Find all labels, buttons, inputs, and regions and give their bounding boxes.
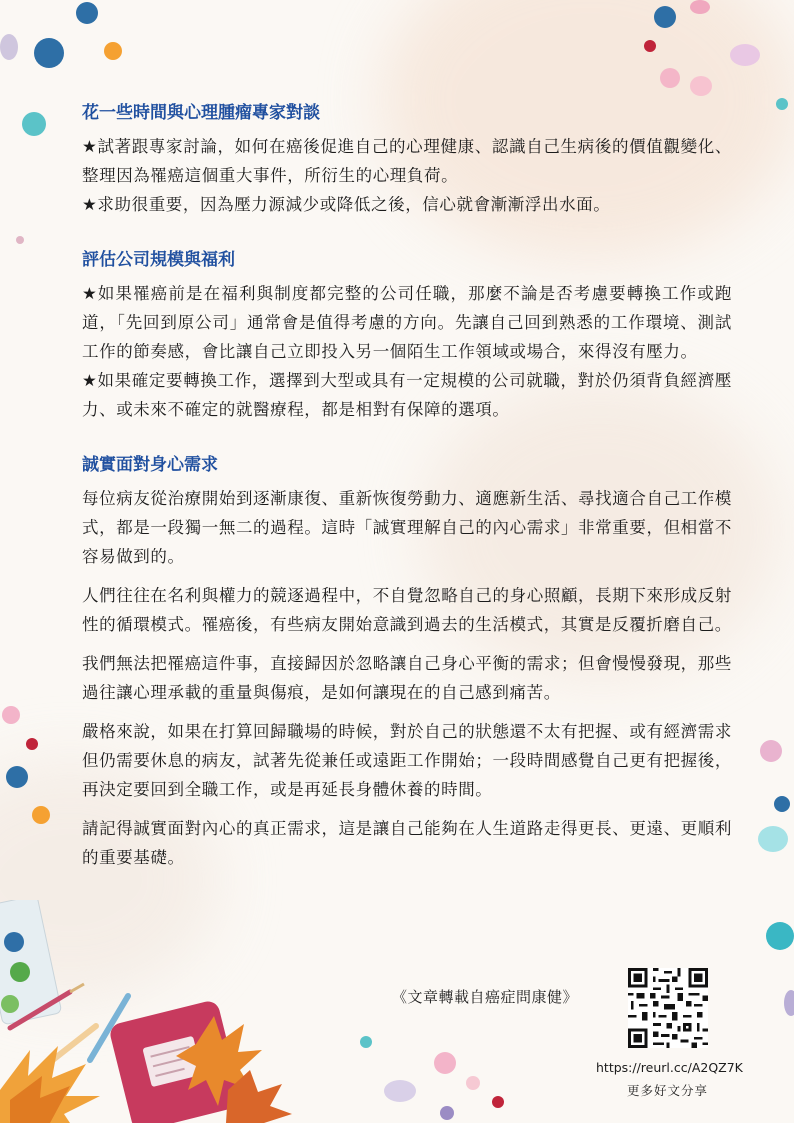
article-body	[82, 100, 732, 900]
paragraph: ★試著跟專家討論，如何在癌後促進自己的心理健康、認識自己生病後的價值觀變化、整理因為罹癌這個重大事件，所衍生的心理負荷。	[82, 137, 732, 185]
art-supplies-illustration	[0, 900, 300, 1123]
decor-dot	[760, 740, 782, 762]
decor-dot	[660, 68, 680, 88]
decor-dot	[690, 76, 712, 96]
decor-dot	[758, 826, 788, 852]
decor-dot	[784, 990, 794, 1016]
decor-dot	[644, 40, 656, 52]
decor-dot	[0, 34, 18, 60]
paragraph: 人們往往在名利與權力的競逐過程中，不自覺忽略自己的身心照顧，長期下來形成反射性的循環模式。罹癌後，有些病友開始意識到過去的生活模式，其實是反覆折磨自己。	[82, 586, 732, 634]
qr-code[interactable]	[628, 968, 708, 1048]
section-heading: 評估公司規模與福利	[82, 250, 235, 270]
paragraph: 每位病友從治療開始到逐漸康復、重新恢復勞動力、適應新生活、尋找適合自己工作模式，都是一段獨一無二的過程。這時「誠實理解自己的內心需求」非常重要，但相當不容易做到的。	[82, 489, 732, 566]
decor-dot	[654, 6, 676, 28]
decor-dot	[434, 1052, 456, 1074]
decor-dot	[690, 0, 710, 14]
decor-dot	[2, 706, 20, 724]
decor-dot	[384, 1080, 416, 1102]
short-url-link[interactable]: https://reurl.cc/A2QZ7K	[596, 1060, 743, 1075]
decor-dot	[26, 738, 38, 750]
section-company-assessment	[82, 247, 732, 424]
paragraph: 請記得誠實面對內心的真正需求，這是讓自己能夠在人生道路走得更長、更遠、更順利的重要基礎。	[82, 819, 732, 867]
decor-dot	[440, 1106, 454, 1120]
decor-dot	[32, 806, 50, 824]
decor-dot	[6, 766, 28, 788]
paragraph: ★求助很重要，因為壓力源減少或降低之後，信心就會漸漸浮出水面。	[82, 195, 611, 214]
paragraph: 嚴格來說，如果在打算回歸職場的時候，對於自己的狀態還不太有把握、或有經濟需求但仍需要休息的病友，試著先從兼任或遠距工作開始；一段時間感覺自己更有把握後，再決定要回到全職工作，或是再延長身體休養的時間。	[82, 722, 732, 799]
paragraph: 我們無法把罹癌這件事，直接歸因於忽略讓自己身心平衡的需求；但會慢慢發現，那些過往讓心理承載的重量與傷痕，是如何讓現在的自己感到痛苦。	[82, 654, 732, 702]
decor-dot	[16, 236, 24, 244]
decor-dot	[104, 42, 122, 60]
decor-dot	[34, 38, 64, 68]
decor-dot	[492, 1096, 504, 1108]
decor-dot	[766, 922, 794, 950]
more-articles-label: 更多好文分享	[627, 1083, 709, 1098]
decor-dot	[76, 2, 98, 24]
decor-dot	[360, 1036, 372, 1048]
decor-dot	[774, 796, 790, 812]
section-psycho-oncology	[82, 100, 732, 219]
source-credit: 《文章轉載自癌症問康健》	[392, 988, 579, 1006]
decor-dot	[730, 44, 760, 66]
decor-dot	[466, 1076, 480, 1090]
decor-dot	[22, 112, 46, 136]
decor-dot	[776, 98, 788, 110]
section-heading: 誠實面對身心需求	[82, 455, 218, 475]
paragraph: ★如果確定要轉換工作，選擇到大型或具有一定規模的公司就職，對於仍須背負經濟壓力、或未來不確定的就醫療程，都是相對有保障的選項。	[82, 371, 732, 419]
section-honest-needs	[82, 452, 732, 872]
section-heading: 花一些時間與心理腫瘤專家對談	[82, 103, 320, 123]
paragraph: ★如果罹癌前是在福利與制度都完整的公司任職，那麼不論是否考慮要轉換工作或跑道，「先回到原公司」通常會是值得考慮的方向。先讓自己回到熟悉的工作環境、測試工作的節奏感，會比讓自己立即投入另一個陌生工作領域或場合，來得沒有壓力。	[82, 284, 732, 361]
